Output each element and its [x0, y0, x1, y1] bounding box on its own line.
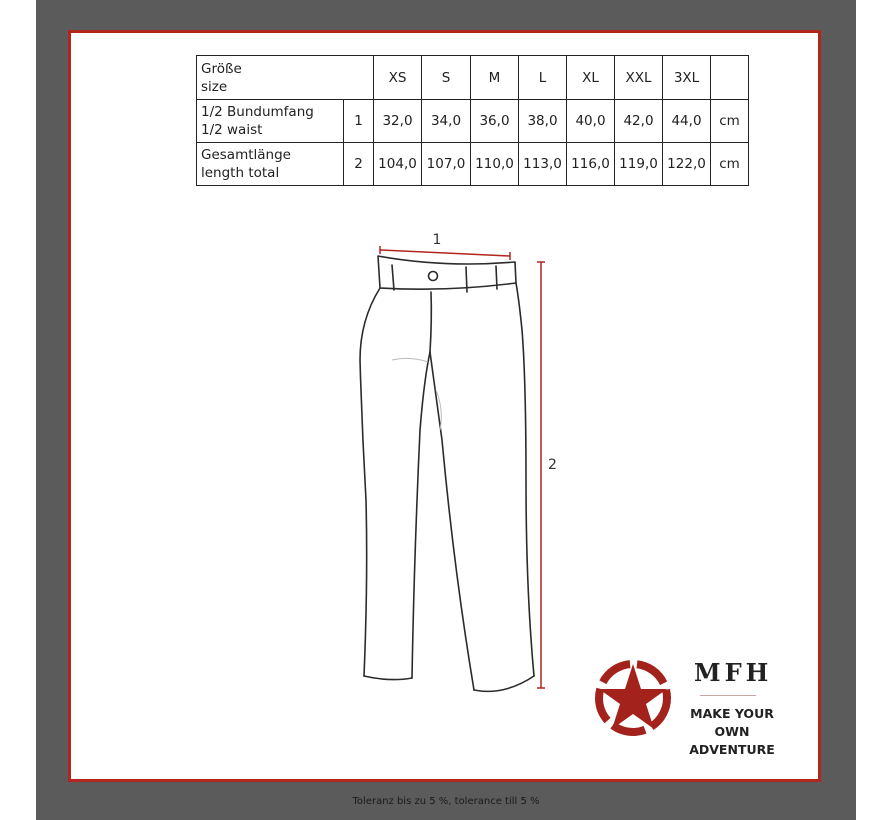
- value-cell: 34,0: [422, 100, 471, 143]
- value-cell: 40,0: [567, 100, 615, 143]
- pocket-detail: [392, 358, 441, 430]
- value-cell: 104,0: [374, 143, 422, 186]
- brand-name: MFH: [694, 658, 773, 687]
- size-header-m: M: [471, 56, 519, 100]
- waist-measure-label: 1: [432, 232, 442, 248]
- row-label-en: length total: [201, 165, 280, 181]
- value-cell: 107,0: [422, 143, 471, 186]
- value-cell: 122,0: [663, 143, 711, 186]
- size-header-xxl: XXL: [615, 56, 663, 100]
- row-index: 2: [344, 143, 374, 186]
- row-index: 1: [344, 100, 374, 143]
- row-label-de: 1/2 Bundumfang: [201, 104, 314, 120]
- row-label-en: 1/2 waist: [201, 122, 263, 138]
- value-cell: 42,0: [615, 100, 663, 143]
- size-header-l: L: [519, 56, 567, 100]
- size-header-3xl: 3XL: [663, 56, 711, 100]
- value-cell: 110,0: [471, 143, 519, 186]
- value-cell: 44,0: [663, 100, 711, 143]
- size-label-en: size: [201, 78, 228, 95]
- value-cell: 113,0: [519, 143, 567, 186]
- size-header-xl: XL: [567, 56, 615, 100]
- tagline-line-2: ADVENTURE: [689, 742, 775, 757]
- tolerance-note: Toleranz bis zu 5 %, tolerance till 5 %: [352, 796, 540, 807]
- row-label-de: Gesamtlänge: [201, 147, 291, 163]
- length-measure-label: 2: [548, 457, 557, 473]
- value-cell: 36,0: [471, 100, 519, 143]
- length-measure-line: [537, 262, 545, 688]
- value-cell: 116,0: [567, 143, 615, 186]
- value-cell: 32,0: [374, 100, 422, 143]
- unit-cell: cm: [711, 100, 749, 143]
- size-header-s: S: [422, 56, 471, 100]
- brand-tagline: [672, 705, 792, 759]
- brand-divider: [700, 695, 756, 696]
- value-cell: 38,0: [519, 100, 567, 143]
- tagline-line-1: MAKE YOUR OWN: [690, 706, 774, 739]
- value-cell: 119,0: [615, 143, 663, 186]
- star-logo-icon: [599, 664, 667, 732]
- waist-measure-line: [380, 246, 510, 260]
- size-header-xs: XS: [374, 56, 422, 100]
- trousers-outline: [360, 256, 534, 691]
- unit-cell: cm: [711, 143, 749, 186]
- size-label-de: Größe: [201, 60, 242, 77]
